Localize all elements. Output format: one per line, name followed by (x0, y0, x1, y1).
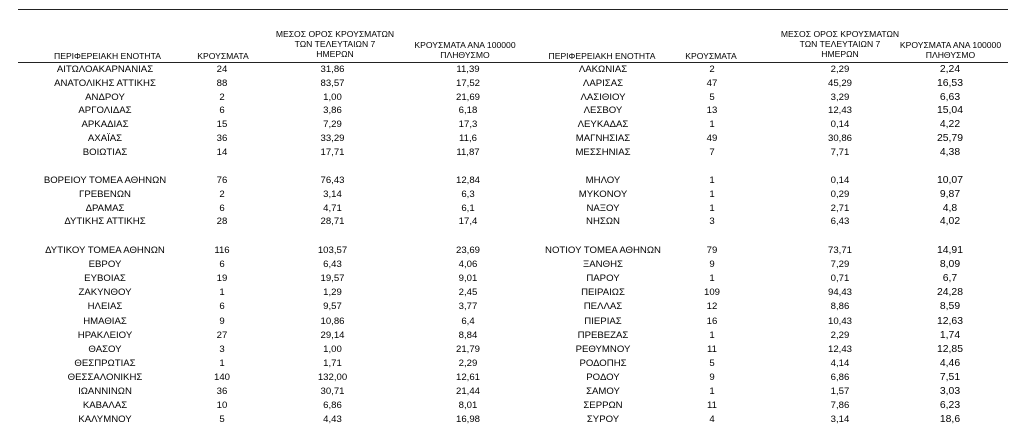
per100k-right-cell: 15,04 (936, 105, 963, 117)
region-left-cell: ΕΥΒΟΙΑΣ (84, 273, 126, 285)
cases-right-cell: 1 (709, 188, 715, 200)
region-left-cell: ΘΕΣΣΑΛΟΝΙΚΗΣ (67, 371, 143, 383)
cases-left-cell: 27 (216, 329, 228, 341)
avg7-left-cell: 10,86 (320, 315, 345, 327)
per100k-left-cell: 17,3 (458, 119, 478, 131)
per100k-right-cell: 6,23 (939, 400, 961, 412)
region-left-cell: ΚΑΒΑΛΑΣ (82, 400, 128, 412)
table-row (0, 386, 1024, 398)
table-row (0, 105, 1024, 117)
per100k-right-cell: 12,63 (936, 315, 963, 327)
avg7-right-cell: 0,29 (830, 188, 850, 200)
cases-left-cell: 2 (219, 188, 225, 200)
cases-left-cell: 28 (216, 216, 228, 228)
avg7-left-cell: 6,86 (323, 400, 342, 412)
table-row (0, 358, 1024, 370)
region-right-cell: ΡΟΔΟΠΗΣ (579, 357, 627, 369)
header-left-cases: ΚΡΟΥΣΜΑΤΑ (197, 51, 249, 61)
region-left-cell: ΑΝΔΡΟΥ (85, 91, 125, 103)
cases-right-cell: 16 (706, 315, 718, 327)
per100k-left-cell: 21,79 (455, 343, 480, 355)
cases-left-cell: 2 (219, 91, 225, 103)
cases-right-cell: 47 (706, 77, 718, 89)
table-row (0, 189, 1024, 201)
region-left-cell: ΒΟΡΕΙΟΥ ΤΟΜΕΑ ΑΘΗΝΩΝ (43, 175, 167, 186)
header-right-region: ΠΕΡΙΦΕΡΕΙΑΚΗ ΕΝΟΤΗΤΑ (548, 51, 656, 61)
avg7-left-cell: 1,29 (323, 287, 342, 299)
region-right-cell: ΜΕΣΣΗΝΙΑΣ (575, 146, 631, 158)
cases-right-cell: 1 (709, 386, 715, 397)
avg7-left-cell: 6,43 (323, 259, 342, 271)
per100k-right-cell: 8,59 (939, 301, 961, 313)
region-right-cell: ΠΕΛΛΑΣ (583, 301, 623, 313)
per100k-right-cell: 1,74 (939, 329, 961, 341)
per100k-left-cell: 12,84 (455, 175, 480, 186)
cases-left-cell: 36 (216, 133, 228, 144)
cases-right-cell: 11 (707, 343, 717, 355)
cases-right-cell: 79 (706, 245, 718, 256)
header-left-region: ΠΕΡΙΦΕΡΕΙΑΚΗ ΕΝΟΤΗΤΑ (54, 51, 161, 61)
cases-right-cell: 3 (709, 216, 715, 228)
region-right-cell: ΝΗΣΩΝ (586, 216, 620, 228)
region-left-cell: ΔΥΤΙΚΗΣ ΑΤΤΙΚΗΣ (64, 216, 146, 228)
header-right-cases: ΚΡΟΥΣΜΑΤΑ (685, 51, 737, 61)
region-left-cell: ΗΡΑΚΛΕΙΟΥ (77, 329, 133, 341)
avg7-right-cell: 94,43 (827, 287, 852, 299)
region-right-cell: ΛΑΡΙΣΑΣ (582, 77, 624, 89)
cases-left-cell: 140 (213, 371, 230, 383)
region-left-cell: ΑΧΑΪΑΣ (87, 133, 123, 144)
cases-right-cell: 5 (709, 357, 715, 369)
avg7-left-cell: 103,57 (317, 245, 348, 256)
per100k-left-cell: 4,06 (458, 259, 478, 271)
per100k-left-cell: 17,52 (455, 77, 480, 89)
table-row (0, 400, 1024, 412)
region-left-cell: ΘΕΣΠΡΩΤΙΑΣ (74, 357, 136, 369)
region-right-cell: ΞΑΝΘΗΣ (583, 259, 623, 271)
cases-right-cell: 7 (709, 146, 715, 158)
table-row (0, 175, 1024, 187)
avg7-left-cell: 7,29 (323, 119, 342, 131)
avg7-right-cell: 0,71 (830, 273, 850, 285)
cases-left-cell: 9 (219, 315, 225, 327)
per100k-right-cell: 18,6 (939, 414, 961, 426)
avg7-right-cell: 3,14 (830, 414, 850, 426)
avg7-right-cell: 30,86 (827, 133, 852, 144)
avg7-right-cell: 8,86 (830, 301, 850, 313)
region-right-cell: ΠΙΕΡΙΑΣ (584, 315, 622, 327)
per100k-left-cell: 2,45 (458, 287, 478, 299)
region-left-cell: ΘΑΣΟΥ (88, 343, 122, 355)
avg7-left-cell: 31,86 (320, 64, 345, 75)
table-row (0, 203, 1024, 215)
avg7-right-cell: 2,29 (830, 64, 850, 75)
avg7-left-cell: 19,57 (320, 273, 345, 285)
per100k-right-cell: 2,24 (939, 64, 961, 75)
region-right-cell: ΝΟΤΙΟΥ ΤΟΜΕΑ ΑΘΗΝΩΝ (545, 245, 661, 256)
cases-left-cell: 14 (216, 146, 228, 158)
region-right-cell: ΛΕΣΒΟΥ (583, 105, 623, 117)
region-right-cell: ΠΑΡΟΥ (586, 273, 620, 285)
cases-left-cell: 15 (216, 119, 228, 131)
per100k-left-cell: 8,01 (458, 400, 478, 412)
avg7-left-cell: 1,00 (323, 91, 342, 103)
region-right-cell: ΛΑΚΩΝΙΑΣ (578, 64, 628, 75)
cases-right-cell: 1 (709, 119, 715, 131)
per100k-right-cell: 4,02 (939, 216, 961, 228)
per100k-left-cell: 9,01 (458, 273, 478, 285)
region-left-cell: ΗΛΕΙΑΣ (87, 301, 123, 313)
avg7-left-cell: 3,14 (323, 188, 342, 200)
avg7-right-cell: 12,43 (827, 105, 852, 117)
avg7-right-cell: 7,29 (830, 259, 850, 271)
region-left-cell: ΕΒΡΟΥ (88, 259, 122, 271)
per100k-right-cell: 9,87 (939, 188, 961, 200)
per100k-left-cell: 17,4 (458, 216, 478, 228)
per100k-left-cell: 21,69 (455, 91, 480, 103)
header-right-per100k: ΚΡΟΥΣΜΑΤΑ ΑΝΑ 100000 ΠΛΗΘΥΣΜΟ (899, 40, 1002, 60)
avg7-left-cell: 1,00 (323, 343, 342, 355)
table-row (0, 344, 1024, 356)
region-left-cell: ΔΥΤΙΚΟΥ ΤΟΜΕΑ ΑΘΗΝΩΝ (45, 245, 165, 256)
avg7-left-cell: 3,86 (323, 105, 342, 117)
region-left-cell: ΗΜΑΘΙΑΣ (83, 315, 127, 327)
cases-right-cell: 109 (703, 287, 720, 299)
table-row (0, 245, 1024, 257)
table-row (0, 64, 1024, 76)
per100k-right-cell: 14,91 (936, 245, 963, 256)
region-right-cell: ΣΕΡΡΩΝ (583, 400, 623, 412)
table-row (0, 216, 1024, 228)
per100k-right-cell: 4,22 (939, 119, 961, 131)
per100k-right-cell: 16,53 (936, 77, 963, 89)
region-right-cell: ΜΑΓΝΗΣΙΑΣ (575, 133, 631, 144)
cases-left-cell: 6 (219, 202, 225, 214)
table-row (0, 133, 1024, 145)
table-row (0, 414, 1024, 426)
region-right-cell: ΡΟΔΟΥ (586, 371, 620, 383)
region-right-cell: ΡΕΘΥΜΝΟΥ (575, 343, 631, 355)
avg7-right-cell: 45,29 (827, 77, 852, 89)
avg7-left-cell: 4,71 (323, 202, 342, 214)
per100k-left-cell: 23,69 (455, 245, 480, 256)
region-left-cell: ΙΩΑΝΝΙΝΩΝ (78, 386, 132, 397)
top-rule (18, 9, 1008, 10)
per100k-right-cell: 4,38 (939, 146, 961, 158)
table-row (0, 119, 1024, 131)
cases-left-cell: 24 (216, 64, 228, 75)
avg7-right-cell: 12,43 (827, 343, 852, 355)
cases-left-cell: 116 (214, 245, 230, 256)
region-left-cell: ΓΡΕΒΕΝΩΝ (79, 188, 131, 200)
cases-right-cell: 9 (709, 371, 715, 383)
per100k-right-cell: 6,63 (939, 91, 961, 103)
region-left-cell: ΖΑΚΥΝΘΟΥ (78, 287, 132, 299)
avg7-right-cell: 6,86 (830, 371, 850, 383)
per100k-right-cell: 8,09 (939, 259, 961, 271)
region-right-cell: ΜΥΚΟΝΟΥ (578, 188, 628, 200)
avg7-right-cell: 73,71 (827, 245, 852, 256)
cases-left-cell: 36 (216, 386, 228, 397)
avg7-right-cell: 0,14 (830, 119, 850, 131)
per100k-right-cell: 10,07 (936, 175, 963, 186)
cases-right-cell: 11 (707, 400, 717, 412)
avg7-left-cell: 83,57 (320, 77, 345, 89)
per100k-right-cell: 6,7 (942, 273, 958, 285)
per100k-left-cell: 6,3 (461, 188, 475, 200)
table-row (0, 273, 1024, 285)
cases-right-cell: 13 (706, 105, 718, 117)
avg7-right-cell: 1,57 (830, 386, 850, 397)
avg7-left-cell: 76,43 (320, 175, 345, 186)
cases-left-cell: 1 (219, 287, 225, 299)
per100k-left-cell: 12,61 (455, 371, 480, 383)
table-row (0, 92, 1024, 104)
per100k-left-cell: 11,6 (459, 133, 477, 144)
avg7-right-cell: 2,71 (830, 202, 850, 214)
region-left-cell: ΑΡΓΟΛΙΔΑΣ (78, 105, 132, 117)
region-right-cell: ΠΕΙΡΑΙΩΣ (581, 287, 625, 299)
cases-right-cell: 49 (706, 133, 718, 144)
per100k-left-cell: 16,98 (455, 414, 480, 426)
region-left-cell: ΑΡΚΑΔΙΑΣ (81, 119, 129, 131)
avg7-left-cell: 30,71 (320, 386, 345, 397)
cases-left-cell: 3 (219, 343, 225, 355)
avg7-left-cell: 9,57 (323, 301, 342, 313)
cases-right-cell: 12 (706, 301, 718, 313)
region-right-cell: ΣΥΡΟΥ (586, 414, 620, 426)
cases-right-cell: 9 (709, 259, 715, 271)
avg7-left-cell: 17,71 (320, 146, 345, 158)
avg7-left-cell: 1,71 (323, 357, 342, 369)
cases-right-cell: 1 (709, 175, 715, 186)
table-row (0, 259, 1024, 271)
per100k-left-cell: 6,1 (461, 202, 475, 214)
region-right-cell: ΠΡΕΒΕΖΑΣ (577, 329, 629, 341)
avg7-right-cell: 7,86 (830, 400, 850, 412)
per100k-right-cell: 4,46 (939, 357, 961, 369)
table-row (0, 78, 1024, 90)
avg7-right-cell: 4,14 (830, 357, 850, 369)
cases-left-cell: 88 (216, 77, 228, 89)
table-row (0, 316, 1024, 328)
table-row (0, 330, 1024, 342)
per100k-left-cell: 11,39 (456, 64, 480, 75)
cases-left-cell: 1 (219, 357, 225, 369)
cases-left-cell: 19 (216, 273, 228, 285)
avg7-left-cell: 4,43 (323, 414, 342, 426)
cases-left-cell: 5 (219, 414, 225, 426)
region-right-cell: ΣΑΜΟΥ (586, 386, 620, 397)
per100k-left-cell: 6,18 (458, 105, 478, 117)
table-row (0, 147, 1024, 159)
per100k-left-cell: 8,84 (458, 329, 478, 341)
avg7-right-cell: 10,43 (827, 315, 852, 327)
per100k-right-cell: 3,03 (939, 386, 961, 397)
cases-left-cell: 6 (219, 301, 225, 313)
region-left-cell: ΑΝΑΤΟΛΙΚΗΣ ΑΤΤΙΚΗΣ (54, 77, 156, 89)
table-row (0, 301, 1024, 313)
avg7-left-cell: 33,29 (320, 133, 345, 144)
cases-left-cell: 6 (219, 259, 225, 271)
cases-right-cell: 5 (709, 91, 715, 103)
per100k-left-cell: 11,87 (456, 146, 480, 158)
region-left-cell: ΒΟΙΩΤΙΑΣ (82, 146, 128, 158)
avg7-left-cell: 29,14 (320, 329, 345, 341)
avg7-right-cell: 3,29 (830, 91, 850, 103)
header-right-avg: ΜΕΣΟΣ ΟΡΟΣ ΚΡΟΥΣΜΑΤΩΝ ΤΩΝ ΤΕΛΕΥΤΑΙΩΝ 7 ΗΜΕΡΩΝ (780, 29, 900, 59)
avg7-left-cell: 132,00 (317, 371, 348, 383)
cases-left-cell: 76 (216, 175, 228, 186)
region-right-cell: ΛΕΥΚΑΔΑΣ (577, 119, 629, 131)
cases-right-cell: 2 (709, 64, 715, 75)
header-left-per100k: ΚΡΟΥΣΜΑΤΑ ΑΝΑ 100000 ΠΛΗΘΥΣΜΟ (414, 40, 516, 60)
cases-right-cell: 4 (709, 414, 715, 426)
per100k-right-cell: 4,8 (942, 202, 958, 214)
per100k-left-cell: 21,44 (455, 386, 480, 397)
per100k-right-cell: 24,28 (936, 287, 963, 299)
per100k-right-cell: 25,79 (936, 133, 963, 144)
per100k-right-cell: 7,51 (939, 371, 961, 383)
cases-left-cell: 6 (219, 105, 225, 117)
cases-left-cell: 10 (216, 400, 228, 412)
per100k-right-cell: 12,85 (936, 343, 963, 355)
table-row (0, 287, 1024, 299)
avg7-right-cell: 6,43 (830, 216, 850, 228)
cases-right-cell: 1 (709, 329, 715, 341)
avg7-left-cell: 28,71 (320, 216, 345, 228)
header-rule (18, 62, 1008, 63)
cases-right-cell: 1 (709, 273, 715, 285)
avg7-right-cell: 2,29 (830, 329, 850, 341)
region-left-cell: ΚΑΛΥΜΝΟΥ (78, 414, 132, 426)
region-left-cell: ΔΡΑΜΑΣ (85, 202, 125, 214)
avg7-right-cell: 7,71 (830, 146, 850, 158)
per100k-left-cell: 2,29 (458, 357, 478, 369)
table-row (0, 372, 1024, 384)
region-left-cell: ΑΙΤΩΛΟΑΚΑΡΝΑΝΙΑΣ (56, 64, 154, 75)
per100k-left-cell: 3,77 (458, 301, 478, 313)
region-right-cell: ΜΗΛΟΥ (585, 175, 621, 186)
region-right-cell: ΝΑΞΟΥ (586, 202, 620, 214)
header-left-avg: ΜΕΣΟΣ ΟΡΟΣ ΚΡΟΥΣΜΑΤΩΝ ΤΩΝ ΤΕΛΕΥΤΑΙΩΝ 7 ΗΜΕΡΩΝ (275, 29, 395, 59)
cases-right-cell: 1 (709, 202, 715, 214)
region-right-cell: ΛΑΣΙΘΙΟΥ (580, 91, 626, 103)
avg7-right-cell: 0,14 (830, 175, 850, 186)
per100k-left-cell: 6,4 (461, 315, 475, 327)
